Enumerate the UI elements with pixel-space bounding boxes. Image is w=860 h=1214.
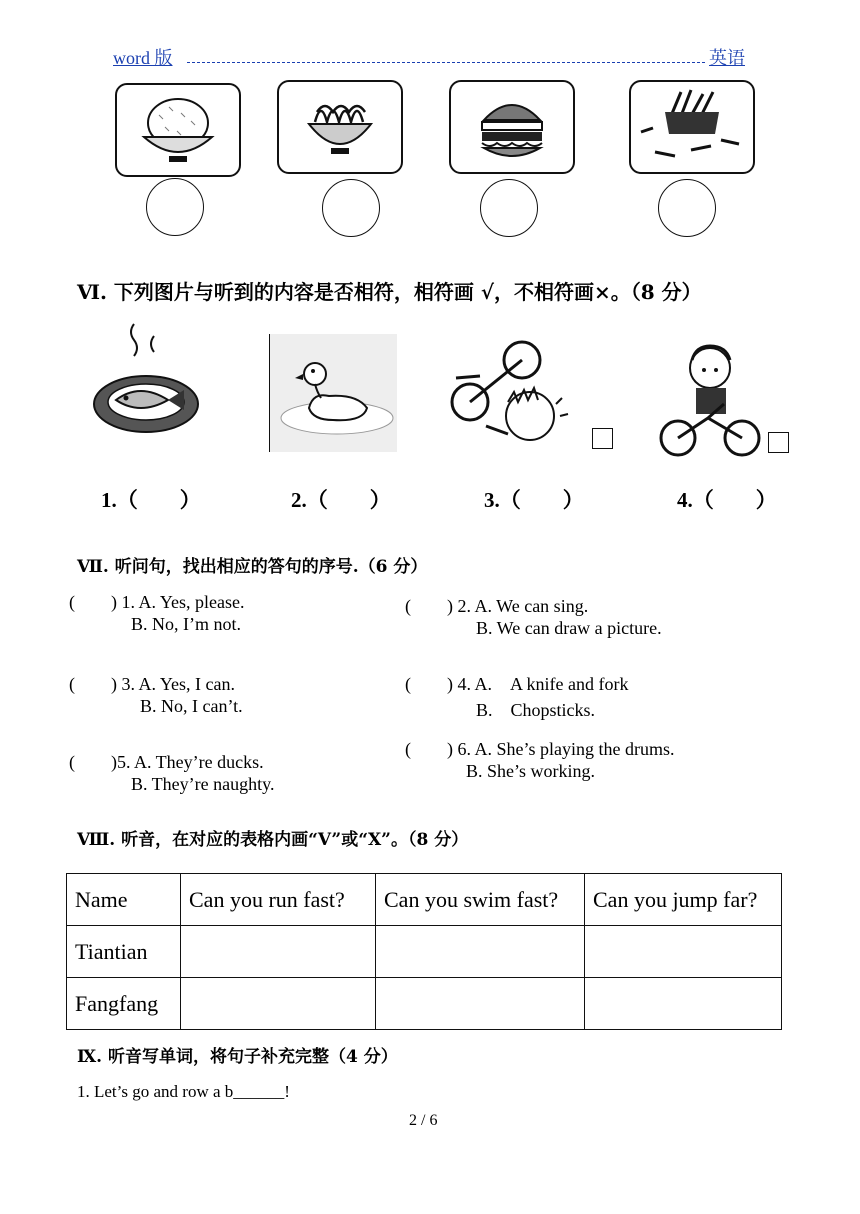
q4-stem: ( ) 4. A. A knife and fork xyxy=(405,674,629,694)
answer-cell[interactable] xyxy=(376,978,585,1030)
answer-cell[interactable] xyxy=(376,926,585,978)
rice-bowl-picture xyxy=(115,83,241,177)
answer-circle-4[interactable] xyxy=(658,179,716,237)
q3-option-b: B. No, I can’t. xyxy=(140,696,243,716)
section-6-title: Ⅵ. 下列图片与听到的内容是否相符，相符画 √，不相符画×。（8 分） xyxy=(77,280,702,304)
fish-dish-picture xyxy=(90,318,202,447)
q5-stem: ( )5. A. They’re ducks. xyxy=(69,752,264,772)
answer-cell[interactable] xyxy=(181,926,376,978)
header-left: word 版 xyxy=(113,48,173,68)
q1-option-b: B. No, I’m not. xyxy=(131,614,241,634)
answer-table xyxy=(66,873,782,1030)
q1-stem: ( ) 1. A. Yes, please. xyxy=(69,592,245,612)
french-fries-picture xyxy=(629,80,755,174)
checkbox-4[interactable] xyxy=(768,432,789,453)
section-9-title: Ⅸ. 听音写单词，将句子补充完整（4 分） xyxy=(77,1047,398,1067)
row-name: Fangfang xyxy=(67,978,181,1030)
fallen-bike-boy-picture xyxy=(446,330,586,465)
header-jump: Can you jump far? xyxy=(585,874,782,926)
answer-circle-3[interactable] xyxy=(480,179,538,237)
boy-riding-bike-picture xyxy=(658,342,764,465)
item-4-answer[interactable]: 4.（ ） xyxy=(677,488,777,512)
fill-in-question-1[interactable]: 1. Let’s go and row a b______! xyxy=(77,1082,290,1101)
answer-cell[interactable] xyxy=(585,926,782,978)
header-rule xyxy=(187,62,705,63)
header-run: Can you run fast? xyxy=(181,874,376,926)
answer-cell[interactable] xyxy=(585,978,782,1030)
answer-circle-2[interactable] xyxy=(322,179,380,237)
q4-option-b: B. Chopsticks. xyxy=(476,700,596,720)
hamburger-picture xyxy=(449,80,575,174)
checkbox-3[interactable] xyxy=(592,428,613,449)
section-7-title: Ⅶ. 听问句，找出相应的答句的序号.（6 分） xyxy=(77,557,428,577)
table-row xyxy=(67,926,782,978)
header-right: 英语 xyxy=(709,48,745,68)
item-1-answer[interactable]: 1.（ ） xyxy=(101,488,201,512)
table-row xyxy=(67,978,782,1030)
q2-stem: ( ) 2. A. We can sing. xyxy=(405,596,589,616)
section-8-title: Ⅷ. 听音，在对应的表格内画“V”或“X”。（8 分） xyxy=(77,830,469,850)
header-name: Name xyxy=(67,874,181,926)
item-2-answer[interactable]: 2.（ ） xyxy=(291,488,391,512)
answer-circle-1[interactable] xyxy=(146,178,204,236)
noodle-bowl-picture xyxy=(277,80,403,174)
q6-stem: ( ) 6. A. She’s playing the drums. xyxy=(405,739,675,759)
q2-option-b: B. We can draw a picture. xyxy=(476,618,662,638)
page-number: 2 / 6 xyxy=(409,1112,438,1129)
header-swim: Can you swim fast? xyxy=(376,874,585,926)
table-header-row xyxy=(67,874,782,926)
q6-option-b: B. She’s working. xyxy=(466,761,596,781)
answer-cell[interactable] xyxy=(181,978,376,1030)
duck-picture xyxy=(269,334,397,457)
row-name: Tiantian xyxy=(67,926,181,978)
q5-option-b: B. They’re naughty. xyxy=(131,774,275,794)
q3-stem: ( ) 3. A. Yes, I can. xyxy=(69,674,235,694)
item-3-answer[interactable]: 3.（ ） xyxy=(484,488,584,512)
